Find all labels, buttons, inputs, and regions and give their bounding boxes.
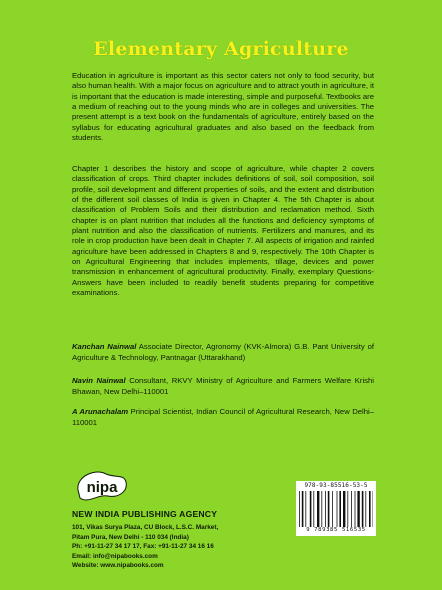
publisher-website: Website: www.nipabooks.com <box>72 562 164 570</box>
author-details: Associate Director, Agronomy (KVK-Almora) G.B. Pant University of Agriculture & Technology, Pantnagar (Uttarakhand) <box>72 342 374 362</box>
description-paragraph-2: Chapter 1 describes the history and scope of agriculture, while chapter 2 covers classification of crops. Third chapter includes definitions of soil, soil composition, soil profile, soil development and different properties of soils, and the extent and distribution of the different soil classes of India is given in Chapter 4. The 5th Chapter is about classification of Problem Soils and their distribution and reclamation method. Sixth chapter is on plant nutrition that includes all the functions and deficiency symptoms of plant nutrition and also the classification of nutrients. Fertilizers and manures, and its role in crop production have been dealt in Chapter 7. All aspects of irrigation and rainfed agriculture have been addressed in Chapters 8 and 9, respectively. The 10th Chapter is on Agricultural Engineering that includes implements, tillage, devices and power transmission in enhancement of agricultural productivity. Finally, exemplary Questions-Answers have been included to readily benefit students preparing for competitive examinations. <box>72 164 374 298</box>
isbn-bottom-text: 9 789385 516535 <box>306 527 366 533</box>
logo-text: nipa <box>86 479 118 496</box>
author-entry <box>72 342 374 363</box>
publisher-logo <box>72 468 130 510</box>
isbn-top-text: 978-93-85516-53-5 <box>304 482 368 489</box>
publisher-name: NEW INDIA PUBLISHING AGENCY <box>72 509 218 519</box>
description-paragraph-1: Education in agriculture is important as this sector caters not only to food security, but also human health. With a major focus on agriculture and to attract youth in agriculture, it is important that the education is made interesting, simple and purposeful. Textbooks are a medium of reaching out to the young minds who are in colleges and universities. The present attempt is a text book on the fundamentals of agriculture, entirely based on the syllabus for educating agricultural graduates and also based on the feedback from students. <box>72 71 374 143</box>
publisher-address-line-1: 101, Vikas Surya Plaza, CU Block, L.S.C. Market, <box>72 524 219 531</box>
author-name: Navin Nainwal <box>72 376 126 385</box>
publisher-address-line-2: Pitam Pura, New Delhi - 110 034 (India) <box>72 533 189 541</box>
author-details: Consultant, RKVY Ministry of Agriculture and Farmers Welfare Krishi Bhawan, New Delhi–110001 <box>72 376 374 396</box>
author-name: A Arunachalam <box>72 407 129 416</box>
isbn-barcode <box>296 481 376 536</box>
author-details: Principal Scientist, Indian Council of Agricultural Research, New Delhi–110001 <box>72 407 374 427</box>
publisher-phone: Ph: +91-11-27 34 17 17, Fax: +91-11-27 34 16 16 <box>72 543 214 551</box>
barcode-bars <box>299 491 373 527</box>
author-entry <box>72 376 374 397</box>
book-title: Elementary Agriculture <box>93 38 349 60</box>
author-entry <box>72 407 374 428</box>
publisher-email: Email: info@nipabooks.com <box>72 552 158 560</box>
author-name: Kanchan Nainwal <box>72 342 137 351</box>
